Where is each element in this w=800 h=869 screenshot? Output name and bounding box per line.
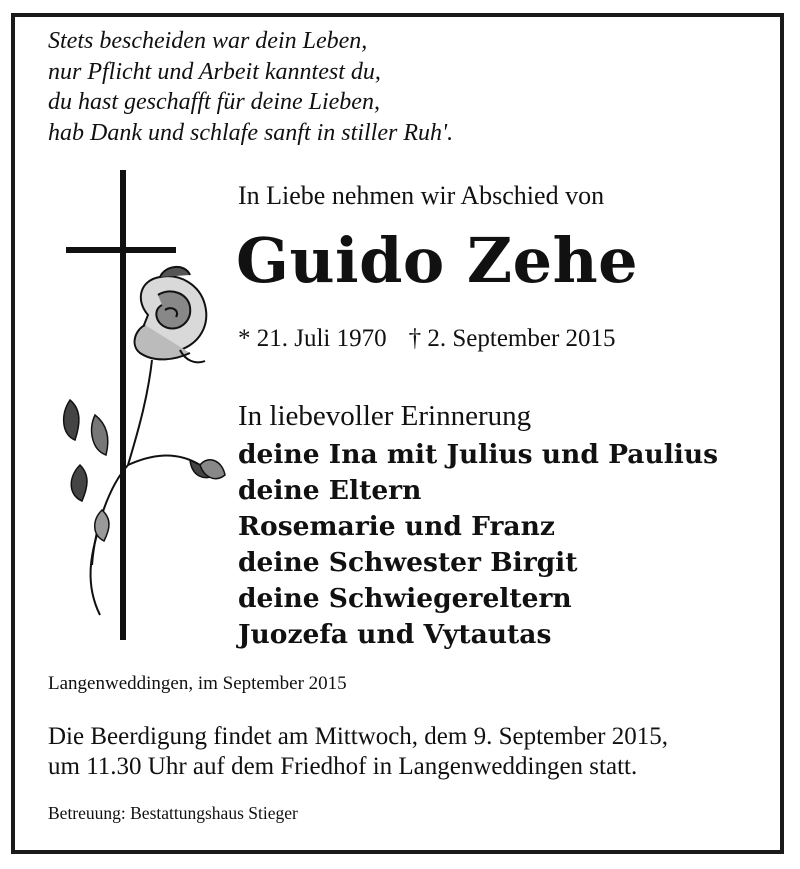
- poem-line: Stets bescheiden war dein Leben,: [48, 28, 368, 54]
- cross-icon: [66, 170, 176, 640]
- mourner-line: Juozefa und Vytautas: [238, 619, 552, 650]
- farewell-intro: In Liebe nehmen wir Abschied von: [238, 181, 605, 210]
- funeral-line: Die Beerdigung findet am Mittwoch, dem 9. September 2015,: [48, 723, 669, 750]
- birth-date: * 21. Juli 1970: [238, 325, 387, 352]
- funeral-home-credit: Betreuung: Bestattungshaus Stieger: [48, 803, 298, 823]
- life-dates: [238, 325, 616, 353]
- mourners-list: [238, 437, 718, 653]
- poem-line: du hast geschafft für deine Lieben,: [48, 89, 380, 115]
- funeral-line: um 11.30 Uhr auf dem Friedhof in Langenweddingen statt.: [48, 753, 638, 780]
- mourner-line: deine Schwiegereltern: [238, 583, 572, 614]
- poem-line: hab Dank und schlafe sanft in stiller Ruh'.: [48, 119, 454, 146]
- poem-line: nur Pflicht und Arbeit kanntest du,: [48, 58, 381, 85]
- cross-and-rose-illustration: [40, 165, 230, 645]
- deceased-name: Guido Zehe: [236, 224, 639, 297]
- mourner-line: deine Schwester Birgit: [238, 547, 578, 578]
- mourner-line: deine Ina mit Julius und Paulius: [238, 439, 719, 470]
- death-date: † 2. September 2015: [408, 325, 616, 352]
- leaf-icon: [64, 400, 225, 541]
- funeral-info: [48, 722, 668, 782]
- mourner-line: Rosemarie und Franz: [238, 511, 555, 542]
- poem: [48, 26, 453, 148]
- place-date: Langenweddingen, im September 2015: [48, 673, 347, 694]
- memory-heading: In liebevoller Erinnerung: [238, 400, 532, 432]
- mourner-line: deine Eltern: [238, 475, 422, 506]
